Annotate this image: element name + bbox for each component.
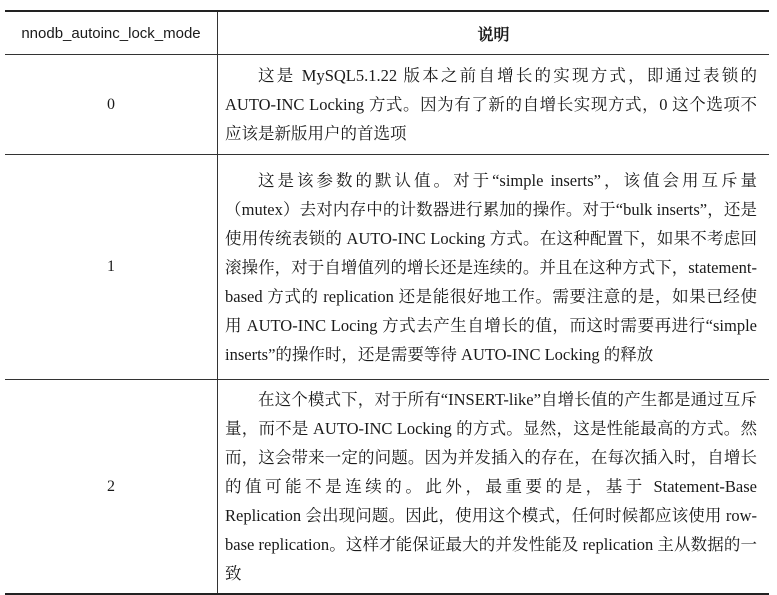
table-body bbox=[5, 55, 769, 595]
mode-value: 2 bbox=[5, 380, 218, 595]
header-mode: nnodb_autoinc_lock_mode bbox=[5, 11, 218, 55]
table-row bbox=[5, 155, 769, 380]
header-description: 说明 bbox=[218, 11, 770, 55]
autoinc-lock-mode-table bbox=[5, 10, 769, 595]
header-row bbox=[5, 11, 769, 55]
table-header bbox=[5, 11, 769, 55]
table-row bbox=[5, 380, 769, 595]
mode-description: 这是该参数的默认值。对于“simple inserts”，该值会用互斥量（mutex）去对内存中的计数器进行累加的操作。对于“bulk inserts”，还是使用传统表锁的 AUTO-INC Locking 方式。在这种配置下，如果不考虑回滚操作，对于自增值列的增长还是连续的。并且在这种方式下，statement-based 方式的 replication 还是能很好地工作。需要注意的是，如果已经使用 AUTO-INC Locing 方式去产生自增长的值，而这时需要再进行“simple inserts”的操作时，还是需要等待 AUTO-INC Locking 的释放 bbox=[225, 170, 757, 364]
mode-description: 在这个模式下，对于所有“INSERT-like”自增长值的产生都是通过互斥量，而不是 AUTO-INC Locking 的方式。显然，这是性能最高的方式。然而，这会带来一定的问题。因为并发插入的存在，在每次插入时，自增长的值可能不是连续的。此外，最重要的是，基于 Statement-Base Replication 会出现问题。因此，使用这个模式，任何时候都应该使用 row-base replication。这样才能保证最大的并发性能及 replication 主从数据的一致 bbox=[225, 390, 757, 583]
mode-value: 0 bbox=[5, 55, 218, 155]
mode-description-cell bbox=[218, 155, 770, 380]
mode-description-cell bbox=[218, 55, 770, 155]
table-row bbox=[5, 55, 769, 155]
mode-value: 1 bbox=[5, 155, 218, 380]
mode-description: 这是 MySQL5.1.22 版本之前自增长的实现方式，即通过表锁的 AUTO-INC Locking 方式。因为有了新的自增长实现方式，0 这个选项不应该是新版用户的首选项 bbox=[225, 66, 757, 143]
mode-description-cell bbox=[218, 380, 770, 595]
